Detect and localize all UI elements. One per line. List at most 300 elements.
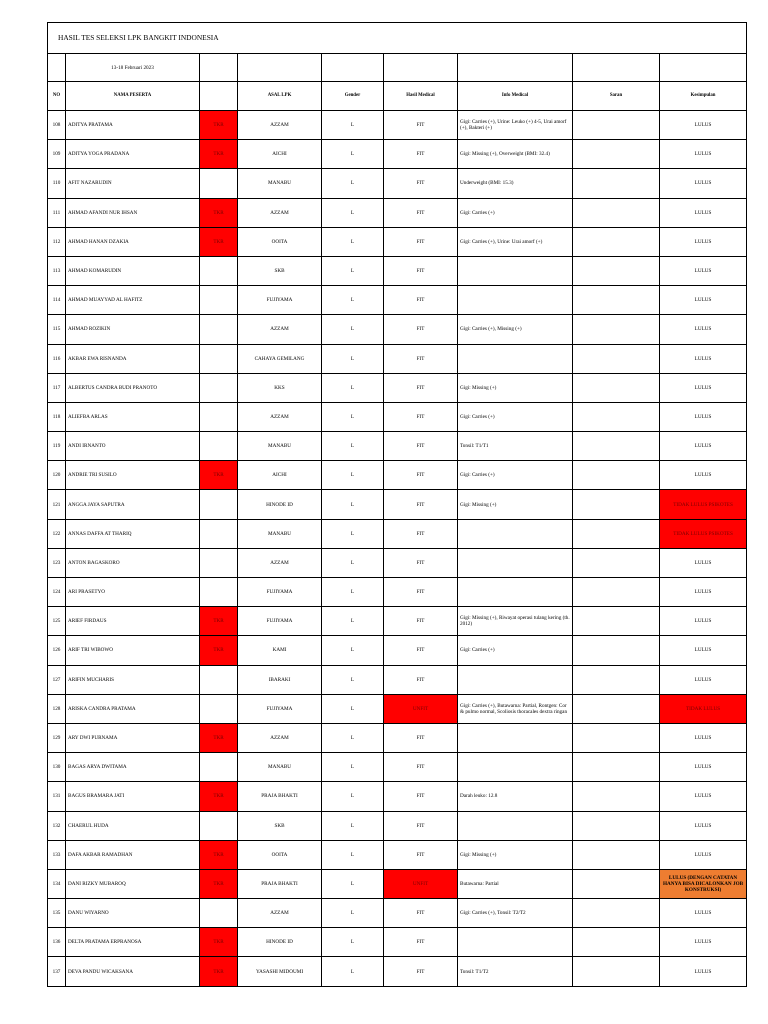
- row-lpk: FUJIYAMA: [238, 286, 322, 315]
- row-lpk: MANABU: [238, 432, 322, 461]
- row-medical: FIT: [384, 373, 458, 402]
- row-result: LULUS: [660, 373, 747, 402]
- row-saran: [573, 957, 660, 986]
- row-mark: [200, 490, 238, 519]
- row-medical: FIT: [384, 315, 458, 344]
- row-mark: TKR: [200, 957, 238, 986]
- row-saran: [573, 169, 660, 198]
- row-result: LULUS: [660, 315, 747, 344]
- row-info: Gigi: Carries (+): [458, 461, 573, 490]
- date-blank-cell: [660, 54, 747, 82]
- row-gender: L: [322, 869, 384, 898]
- row-medical: FIT: [384, 169, 458, 198]
- table-row: [48, 957, 747, 986]
- row-mark: TKR: [200, 111, 238, 140]
- row-result: LULUS: [660, 811, 747, 840]
- row-saran: [573, 373, 660, 402]
- row-lpk: AZZAM: [238, 548, 322, 577]
- row-saran: [573, 198, 660, 227]
- row-result: TIDAK LULUS PSIKOTES: [660, 490, 747, 519]
- date-blank-cell: [200, 54, 238, 82]
- table-row: [48, 928, 747, 957]
- row-mark: [200, 578, 238, 607]
- row-info: Gigi: Carries (+): [458, 198, 573, 227]
- row-no: 111: [48, 198, 66, 227]
- row-info: Gigi: Missing (+), Riwayat operasi tulang kering (th. 2012): [458, 607, 573, 636]
- header-gender: Gender: [322, 82, 384, 111]
- row-medical: FIT: [384, 519, 458, 548]
- row-result: LULUS: [660, 899, 747, 928]
- row-lpk: IBARAKI: [238, 665, 322, 694]
- row-info: [458, 753, 573, 782]
- row-name: AHMAD ROZIKIN: [66, 315, 200, 344]
- table-row: [48, 636, 747, 665]
- row-saran: [573, 227, 660, 256]
- table-row: [48, 899, 747, 928]
- row-no: 128: [48, 694, 66, 723]
- row-name: DEVA PANDU WICAKSANA: [66, 957, 200, 986]
- row-result: TIDAK LULUS: [660, 694, 747, 723]
- row-gender: L: [322, 665, 384, 694]
- row-gender: L: [322, 402, 384, 431]
- row-lpk: FUJIYAMA: [238, 694, 322, 723]
- row-gender: L: [322, 782, 384, 811]
- row-mark: [200, 753, 238, 782]
- row-saran: [573, 519, 660, 548]
- row-mark: TKR: [200, 869, 238, 898]
- row-no: 114: [48, 286, 66, 315]
- row-medical: FIT: [384, 782, 458, 811]
- row-no: 123: [48, 548, 66, 577]
- table-row: [48, 256, 747, 285]
- row-lpk: SKB: [238, 811, 322, 840]
- row-medical: FIT: [384, 723, 458, 752]
- row-info: [458, 548, 573, 577]
- row-info: Gigi: Carries (+), Tonsil: T2/T2: [458, 899, 573, 928]
- row-no: 115: [48, 315, 66, 344]
- row-result: LULUS: [660, 461, 747, 490]
- sheet-title: HASIL TES SELEKSI LPK BANGKIT INDONESIA: [48, 23, 747, 54]
- header-info: Info Medical: [458, 82, 573, 111]
- row-medical: FIT: [384, 899, 458, 928]
- row-saran: [573, 665, 660, 694]
- row-name: AHMAD AFANDI NUR IHSAN: [66, 198, 200, 227]
- row-saran: [573, 578, 660, 607]
- row-lpk: AZZAM: [238, 723, 322, 752]
- row-info: Underweight (BMI: 15.3): [458, 169, 573, 198]
- row-lpk: YASASHI MIDOUMI: [238, 957, 322, 986]
- row-gender: L: [322, 227, 384, 256]
- row-info: Gigi: Carries (+): [458, 636, 573, 665]
- row-no: 131: [48, 782, 66, 811]
- row-result: LULUS (DENGAN CATATAN HANYA BISA DICALONKAN JOB KONSTRUKSI): [660, 869, 747, 898]
- row-no: 125: [48, 607, 66, 636]
- row-mark: TKR: [200, 840, 238, 869]
- row-mark: [200, 344, 238, 373]
- row-saran: [573, 928, 660, 957]
- row-no: 108: [48, 111, 66, 140]
- row-no: 122: [48, 519, 66, 548]
- table-row: [48, 723, 747, 752]
- header-name: NAMA PESERTA: [66, 82, 200, 111]
- row-lpk: KAMI: [238, 636, 322, 665]
- row-gender: L: [322, 578, 384, 607]
- row-lpk: AZZAM: [238, 198, 322, 227]
- table-row: [48, 373, 747, 402]
- header-saran: Saran: [573, 82, 660, 111]
- row-info: Tonsil: T1/T2: [458, 957, 573, 986]
- date-row: [48, 54, 747, 82]
- row-saran: [573, 723, 660, 752]
- row-no: 116: [48, 344, 66, 373]
- row-name: DELTA PRATAMA ERPRANOSA: [66, 928, 200, 957]
- row-lpk: PRAJA BHAKTI: [238, 869, 322, 898]
- row-gender: L: [322, 373, 384, 402]
- row-result: LULUS: [660, 957, 747, 986]
- row-name: AKBAR EWA RISNANDA: [66, 344, 200, 373]
- row-lpk: KKS: [238, 373, 322, 402]
- row-info: Tonsil: T1/T1: [458, 432, 573, 461]
- row-medical: UNFIT: [384, 694, 458, 723]
- row-name: ADITYA YOGA PRADANA: [66, 140, 200, 169]
- row-info: Gigi: Missing (+), Overweight (BMI: 32.4): [458, 140, 573, 169]
- header-medical: Hasil Medical: [384, 82, 458, 111]
- row-no: 137: [48, 957, 66, 986]
- row-name: ARI PRASETYO: [66, 578, 200, 607]
- row-saran: [573, 490, 660, 519]
- row-info: [458, 519, 573, 548]
- row-result: LULUS: [660, 578, 747, 607]
- row-saran: [573, 811, 660, 840]
- table-row: [48, 432, 747, 461]
- row-medical: FIT: [384, 753, 458, 782]
- row-medical: FIT: [384, 111, 458, 140]
- table-row: [48, 402, 747, 431]
- row-medical: FIT: [384, 811, 458, 840]
- row-mark: TKR: [200, 928, 238, 957]
- row-result: LULUS: [660, 169, 747, 198]
- row-name: ARIF TRI WIBOWO: [66, 636, 200, 665]
- row-name: ARIEF FIRDAUS: [66, 607, 200, 636]
- date-blank-cell: [458, 54, 573, 82]
- row-lpk: PRAJA BHAKTI: [238, 782, 322, 811]
- row-result: TIDAK LULUS PSIKOTES: [660, 519, 747, 548]
- row-gender: L: [322, 753, 384, 782]
- row-mark: TKR: [200, 140, 238, 169]
- spreadsheet: [47, 22, 746, 987]
- table-row: [48, 111, 747, 140]
- row-no: 136: [48, 928, 66, 957]
- row-lpk: FUJIYAMA: [238, 607, 322, 636]
- row-gender: L: [322, 957, 384, 986]
- row-saran: [573, 753, 660, 782]
- header-row: [48, 82, 747, 111]
- row-medical: FIT: [384, 140, 458, 169]
- row-info: [458, 665, 573, 694]
- row-medical: FIT: [384, 578, 458, 607]
- row-mark: TKR: [200, 227, 238, 256]
- table-row: [48, 840, 747, 869]
- row-no: 119: [48, 432, 66, 461]
- row-info: Gigi: Missing (+): [458, 840, 573, 869]
- row-gender: L: [322, 140, 384, 169]
- row-mark: TKR: [200, 782, 238, 811]
- row-saran: [573, 548, 660, 577]
- row-medical: FIT: [384, 227, 458, 256]
- row-saran: [573, 899, 660, 928]
- row-no: 132: [48, 811, 66, 840]
- table-row: [48, 665, 747, 694]
- row-medical: FIT: [384, 490, 458, 519]
- row-name: AFIT NAZARUDIN: [66, 169, 200, 198]
- row-info: [458, 723, 573, 752]
- row-gender: L: [322, 840, 384, 869]
- row-result: LULUS: [660, 782, 747, 811]
- row-gender: L: [322, 490, 384, 519]
- row-mark: TKR: [200, 198, 238, 227]
- table-row: [48, 490, 747, 519]
- row-medical: FIT: [384, 432, 458, 461]
- table-row: [48, 344, 747, 373]
- row-name: DANU WIYARNO: [66, 899, 200, 928]
- row-no: 112: [48, 227, 66, 256]
- row-lpk: AZZAM: [238, 899, 322, 928]
- row-gender: L: [322, 607, 384, 636]
- row-name: ARIFIN MUCHARIS: [66, 665, 200, 694]
- row-mark: [200, 256, 238, 285]
- row-lpk: AICHI: [238, 140, 322, 169]
- row-result: LULUS: [660, 665, 747, 694]
- table-row: [48, 578, 747, 607]
- row-result: LULUS: [660, 636, 747, 665]
- row-medical: FIT: [384, 607, 458, 636]
- row-lpk: AZZAM: [238, 315, 322, 344]
- row-name: CHAERUL HUDA: [66, 811, 200, 840]
- row-mark: TKR: [200, 723, 238, 752]
- row-mark: [200, 169, 238, 198]
- row-medical: FIT: [384, 286, 458, 315]
- table-row: [48, 548, 747, 577]
- row-result: LULUS: [660, 198, 747, 227]
- results-table: [47, 22, 747, 987]
- row-gender: L: [322, 286, 384, 315]
- row-result: LULUS: [660, 286, 747, 315]
- row-mark: [200, 548, 238, 577]
- row-saran: [573, 344, 660, 373]
- table-row: [48, 461, 747, 490]
- table-row: [48, 169, 747, 198]
- row-no: 120: [48, 461, 66, 490]
- row-gender: L: [322, 256, 384, 285]
- row-name: AHMAD MUAYYAD AL HAFITZ: [66, 286, 200, 315]
- row-gender: L: [322, 344, 384, 373]
- table-body: [48, 23, 747, 987]
- header-lpk: ASAL LPK: [238, 82, 322, 111]
- row-name: ANNAS DAFFA AT THARIQ: [66, 519, 200, 548]
- header-mark: [200, 82, 238, 111]
- row-saran: [573, 432, 660, 461]
- row-lpk: OOITA: [238, 227, 322, 256]
- row-result: LULUS: [660, 928, 747, 957]
- row-name: ALIEFBA ARLAS: [66, 402, 200, 431]
- row-mark: TKR: [200, 461, 238, 490]
- row-name: ADITYA PRATAMA: [66, 111, 200, 140]
- row-no: 135: [48, 899, 66, 928]
- row-lpk: HINODE ID: [238, 490, 322, 519]
- test-date: 13-18 Februari 2023: [66, 54, 200, 82]
- row-medical: FIT: [384, 461, 458, 490]
- row-mark: [200, 315, 238, 344]
- date-blank-cell: [322, 54, 384, 82]
- row-name: ALBERTUS CANDRA BUDI PRANOTO: [66, 373, 200, 402]
- row-medical: FIT: [384, 198, 458, 227]
- row-info: Gigi: Carries (+), Butawarna: Partial, Rontgen: Cor & pulmo normal, Scoliosis thoracales dextra ringan: [458, 694, 573, 723]
- row-info: [458, 344, 573, 373]
- row-gender: L: [322, 723, 384, 752]
- row-info: [458, 578, 573, 607]
- row-medical: FIT: [384, 665, 458, 694]
- row-no: 121: [48, 490, 66, 519]
- row-no: 113: [48, 256, 66, 285]
- row-name: DAFA AKBAR RAMADHAN: [66, 840, 200, 869]
- row-mark: [200, 665, 238, 694]
- row-info: [458, 286, 573, 315]
- row-medical: UNFIT: [384, 869, 458, 898]
- row-medical: FIT: [384, 957, 458, 986]
- table-row: [48, 607, 747, 636]
- row-saran: [573, 782, 660, 811]
- date-blank-cell: [384, 54, 458, 82]
- row-result: LULUS: [660, 840, 747, 869]
- row-medical: FIT: [384, 548, 458, 577]
- row-gender: L: [322, 461, 384, 490]
- row-saran: [573, 256, 660, 285]
- row-saran: [573, 869, 660, 898]
- row-mark: [200, 519, 238, 548]
- row-name: ANDI IRNANTO: [66, 432, 200, 461]
- row-lpk: MANABU: [238, 753, 322, 782]
- row-no: 117: [48, 373, 66, 402]
- row-info: Butawarna: Partial: [458, 869, 573, 898]
- row-name: AHMAD HANAN DZAKIA: [66, 227, 200, 256]
- row-result: LULUS: [660, 344, 747, 373]
- row-result: LULUS: [660, 548, 747, 577]
- row-result: LULUS: [660, 753, 747, 782]
- table-row: [48, 753, 747, 782]
- table-row: [48, 286, 747, 315]
- row-saran: [573, 402, 660, 431]
- row-mark: [200, 286, 238, 315]
- row-saran: [573, 111, 660, 140]
- row-mark: TKR: [200, 636, 238, 665]
- row-result: LULUS: [660, 432, 747, 461]
- row-lpk: AZZAM: [238, 402, 322, 431]
- table-row: [48, 140, 747, 169]
- row-no: 109: [48, 140, 66, 169]
- row-no: 118: [48, 402, 66, 431]
- header-no: NO: [48, 82, 66, 111]
- row-no: 134: [48, 869, 66, 898]
- header-kesimpulan: Kesimpulan: [660, 82, 747, 111]
- row-info: Gigi: Missing (+): [458, 373, 573, 402]
- row-lpk: AZZAM: [238, 111, 322, 140]
- row-medical: FIT: [384, 344, 458, 373]
- row-info: Gigi: Carries (+): [458, 402, 573, 431]
- row-saran: [573, 315, 660, 344]
- row-gender: L: [322, 694, 384, 723]
- row-info: [458, 811, 573, 840]
- row-medical: FIT: [384, 402, 458, 431]
- row-lpk: SKB: [238, 256, 322, 285]
- row-saran: [573, 840, 660, 869]
- row-no: 130: [48, 753, 66, 782]
- row-lpk: AICHI: [238, 461, 322, 490]
- row-lpk: HINODE ID: [238, 928, 322, 957]
- row-info: Gigi: Carries (+), Urine: Urai amorf (+): [458, 227, 573, 256]
- row-mark: [200, 402, 238, 431]
- row-saran: [573, 286, 660, 315]
- row-name: ANTON BAGASKORO: [66, 548, 200, 577]
- row-no: 129: [48, 723, 66, 752]
- row-lpk: FUJIYAMA: [238, 578, 322, 607]
- table-row: [48, 694, 747, 723]
- row-no: 127: [48, 665, 66, 694]
- row-info: Gigi: Carries (+), Urine: Leuko (+) 4-5, Urai amorf (+), Bakteri (+): [458, 111, 573, 140]
- row-lpk: MANABU: [238, 169, 322, 198]
- row-info: Gigi: Carries (+), Missing (+): [458, 315, 573, 344]
- row-gender: L: [322, 169, 384, 198]
- row-result: LULUS: [660, 140, 747, 169]
- row-gender: L: [322, 636, 384, 665]
- row-info: [458, 928, 573, 957]
- row-result: LULUS: [660, 256, 747, 285]
- row-gender: L: [322, 811, 384, 840]
- table-row: [48, 782, 747, 811]
- date-blank-cell: [573, 54, 660, 82]
- row-medical: FIT: [384, 256, 458, 285]
- table-row: [48, 227, 747, 256]
- table-row: [48, 519, 747, 548]
- row-no: 133: [48, 840, 66, 869]
- title-row: [48, 23, 747, 54]
- row-name: ANGGA JAYA SAPUTRA: [66, 490, 200, 519]
- date-blank-cell: [48, 54, 66, 82]
- row-name: AHMAD KOMARUDIN: [66, 256, 200, 285]
- row-mark: TKR: [200, 607, 238, 636]
- table-row: [48, 315, 747, 344]
- row-lpk: OOITA: [238, 840, 322, 869]
- row-gender: L: [322, 899, 384, 928]
- row-result: LULUS: [660, 111, 747, 140]
- row-result: LULUS: [660, 723, 747, 752]
- row-mark: [200, 694, 238, 723]
- row-result: LULUS: [660, 402, 747, 431]
- row-saran: [573, 461, 660, 490]
- row-mark: [200, 373, 238, 402]
- row-gender: L: [322, 198, 384, 227]
- row-name: ARY DWI PURNAMA: [66, 723, 200, 752]
- row-result: LULUS: [660, 227, 747, 256]
- row-mark: [200, 811, 238, 840]
- row-info: [458, 256, 573, 285]
- row-no: 110: [48, 169, 66, 198]
- row-medical: FIT: [384, 928, 458, 957]
- table-row: [48, 869, 747, 898]
- row-no: 124: [48, 578, 66, 607]
- row-name: BAGUS BRAMARA JATI: [66, 782, 200, 811]
- row-lpk: CAHAYA GEMILANG: [238, 344, 322, 373]
- row-gender: L: [322, 548, 384, 577]
